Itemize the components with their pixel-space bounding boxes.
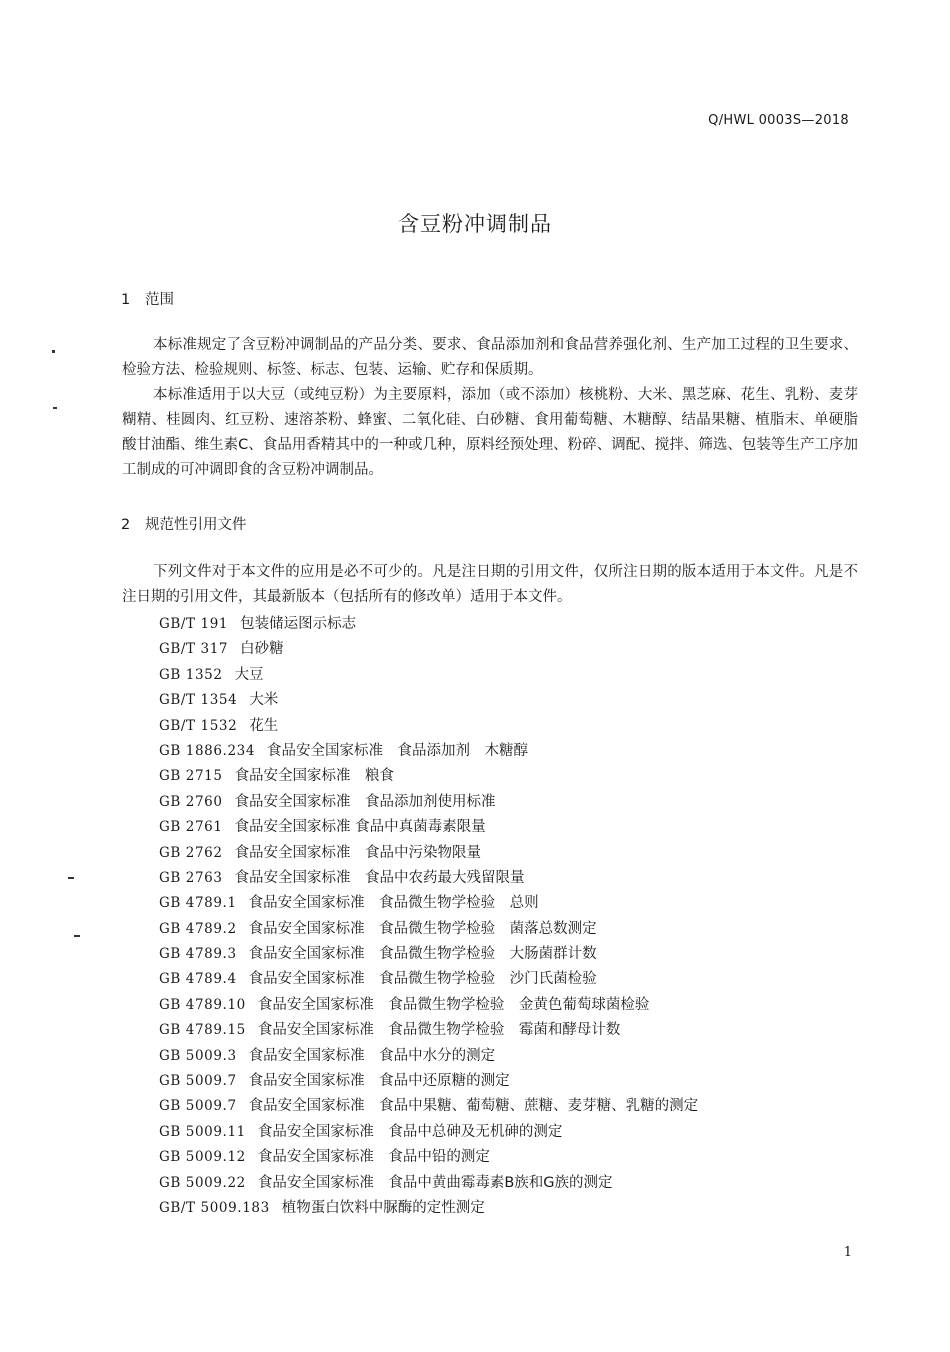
reference-title: 食品安全国家标准 食品中果糖、葡萄糖、蔗糖、麦芽糖、乳糖的测定 (248, 1098, 699, 1115)
reference-code: GB 2762 (159, 844, 223, 861)
reference-item (159, 891, 698, 916)
reference-item (159, 637, 698, 662)
reference-code: GB/T 5009.183 (159, 1199, 270, 1216)
reference-item (159, 1094, 698, 1119)
reference-item (159, 1069, 698, 1094)
reference-list (159, 612, 698, 1221)
section-title: 范围 (145, 292, 174, 308)
reference-item (159, 714, 698, 739)
reference-title: 大豆 (234, 666, 264, 683)
reference-title: 植物蛋白饮料中脲酶的定性测定 (281, 1199, 485, 1216)
reference-code: GB 5009.12 (159, 1149, 246, 1166)
reference-title: 食品安全国家标准 粮食 (234, 768, 395, 785)
scope-paragraph-1: 本标准规定了含豆粉冲调制品的产品分类、要求、食品添加剂和食品营养强化剂、生产加工过程的卫生要求、检验方法、检验规则、标签、标志、包装、运输、贮存和保质期。 (122, 337, 858, 378)
reference-code: GB 5009.11 (159, 1123, 246, 1140)
reference-item (159, 866, 698, 891)
reference-title: 食品安全国家标准 食品中总砷及无机砷的测定 (257, 1123, 563, 1140)
scan-mark (53, 407, 57, 409)
reference-item (159, 612, 698, 637)
reference-item (159, 967, 698, 992)
reference-item (159, 841, 698, 866)
reference-title: 食品安全国家标准 食品微生物学检验 沙门氏菌检验 (248, 971, 597, 988)
reference-code: GB 2763 (159, 869, 223, 886)
reference-title: 食品安全国家标准 食品中农药最大残留限量 (234, 869, 525, 886)
reference-title: 食品安全国家标准 食品添加剂使用标准 (234, 793, 496, 810)
reference-code: GB 4789.4 (159, 971, 237, 988)
reference-title: 食品安全国家标准 食品中还原糖的测定 (248, 1073, 510, 1090)
reference-title: 食品安全国家标准 食品中铅的测定 (257, 1149, 490, 1166)
page-number: 1 (843, 1245, 852, 1260)
reference-code: GB 2760 (159, 793, 223, 810)
reference-item (159, 1044, 698, 1069)
reference-code: GB/T 1354 (159, 692, 238, 709)
reference-title: 食品安全国家标准 食品微生物学检验 霉菌和酵母计数 (257, 1022, 621, 1039)
reference-item (159, 1145, 698, 1170)
document-title: 含豆粉冲调制品 (398, 212, 552, 236)
reference-code: GB 5009.3 (159, 1047, 237, 1064)
reference-item (159, 815, 698, 840)
reference-item (159, 764, 698, 789)
reference-item (159, 1196, 698, 1221)
reference-code: GB 1352 (159, 666, 223, 683)
reference-item (159, 688, 698, 713)
reference-code: GB 4789.2 (159, 920, 237, 937)
section-number: 2 (121, 517, 131, 533)
reference-item (159, 790, 698, 815)
reference-title: 大米 (249, 692, 279, 709)
reference-title: 食品安全国家标准 食品微生物学检验 大肠菌群计数 (248, 946, 597, 963)
reference-code: GB/T 191 (159, 616, 229, 632)
reference-item (159, 739, 698, 764)
reference-code: GB 4789.3 (159, 946, 237, 963)
scan-mark (52, 350, 55, 353)
section-number: 1 (121, 292, 131, 308)
reference-item (159, 942, 698, 967)
reference-title: 食品安全国家标准 食品中黄曲霉毒素B族和G族的测定 (257, 1174, 613, 1191)
reference-item (159, 1171, 698, 1196)
reference-title: 食品安全国家标准 食品中水分的测定 (248, 1047, 496, 1064)
section-2-heading (121, 513, 247, 534)
normative-intro: 下列文件对于本文件的应用是必不可少的。凡是注日期的引用文件，仅所注日期的版本适用于本文件。凡是不注日期的引用文件，其最新版本（包括所有的修改单）适用于本文件。 (122, 564, 858, 605)
reference-code: GB 4789.10 (159, 996, 246, 1013)
reference-item (159, 993, 698, 1018)
reference-code: GB 4789.15 (159, 1022, 246, 1039)
scope-paragraph-2: 本标准适用于以大豆（或纯豆粉）为主要原料，添加（或不添加）核桃粉、大米、黑芝麻、花生、乳粉、麦芽糊精、桂圆肉、红豆粉、速溶茶粉、蜂蜜、二氧化硅、白砂糖、食用葡萄糖、木糖醇、结晶果糖、植脂末、单硬脂酸甘油酯、维生素C、食品用香精其中的一种或几种，原料经预处理、粉碎、调配、搅拌、筛选、包装等生产工序加工制成的可冲调即食的含豆粉冲调制品。 (122, 387, 858, 478)
standard-code: Q/HWL 0003S—2018 (708, 113, 849, 128)
reference-code: GB 4789.1 (159, 895, 237, 912)
reference-item (159, 663, 698, 688)
reference-code: GB 2715 (159, 768, 223, 785)
reference-code: GB/T 1532 (159, 717, 238, 734)
reference-item (159, 1120, 698, 1145)
reference-code: GB 5009.7 (159, 1073, 237, 1090)
reference-code: GB 2761 (159, 819, 223, 836)
reference-item (159, 917, 698, 942)
section-title: 规范性引用文件 (145, 517, 247, 533)
reference-title: 食品安全国家标准 食品中污染物限量 (234, 844, 482, 861)
reference-title: 食品安全国家标准 食品微生物学检验 菌落总数测定 (248, 920, 597, 937)
scan-mark (68, 877, 74, 879)
reference-code: GB 5009.7 (159, 1098, 237, 1115)
reference-code: GB 5009.22 (159, 1174, 246, 1191)
reference-title: 包装储运图示标志 (240, 616, 357, 632)
reference-title: 食品安全国家标准 食品添加剂 木糖醇 (267, 742, 529, 759)
reference-title: 花生 (249, 717, 279, 734)
reference-item (159, 1018, 698, 1043)
reference-title: 食品安全国家标准 食品微生物学检验 总则 (248, 895, 539, 912)
scan-mark (74, 935, 80, 937)
reference-title: 食品安全国家标准 食品中真菌毒素限量 (234, 819, 486, 836)
reference-code: GB 1886.234 (159, 742, 256, 759)
reference-title: 食品安全国家标准 食品微生物学检验 金黄色葡萄球菌检验 (257, 996, 650, 1013)
section-1-heading (121, 288, 174, 309)
reference-title: 白砂糖 (240, 641, 284, 658)
reference-code: GB/T 317 (159, 641, 229, 658)
